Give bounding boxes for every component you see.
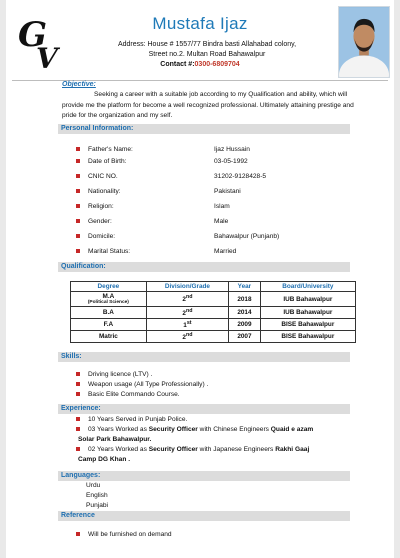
board-cell: BISE Bahawalpur (260, 319, 355, 331)
info-value: Male (214, 218, 229, 225)
bullet-icon (76, 249, 80, 253)
info-row (76, 157, 376, 167)
list-item: Basic Elite Commando Course. (76, 390, 208, 400)
grade-suffix: nd (185, 308, 193, 314)
address-line-2: Street no.2. Multan Road Bahawalpur (148, 51, 266, 58)
bullet-icon (76, 147, 80, 151)
reference-list (76, 530, 172, 540)
experience-heading: Experience: (58, 404, 350, 414)
bullet-icon (76, 427, 80, 431)
bullet-icon (76, 372, 80, 376)
degree-cell: F.A (71, 319, 147, 331)
list-item: Weapon usage (All Type Professionally) . (76, 380, 208, 390)
languages-list (86, 481, 108, 511)
info-label: Date of Birth: (88, 158, 127, 165)
column-header: Board/University (260, 282, 355, 292)
skills-list (76, 370, 208, 400)
bullet-icon (76, 189, 80, 193)
objective-text (62, 90, 354, 122)
grade-suffix: nd (185, 294, 193, 301)
year-cell: 2018 (229, 292, 261, 307)
list-item: Driving licence (LTV) . (76, 370, 208, 380)
table-header-row (71, 282, 356, 292)
list-item: English (86, 492, 108, 499)
degree-note: (Political Science) (87, 300, 129, 305)
profile-photo (338, 6, 390, 78)
info-label: Father's Name: (88, 146, 133, 153)
table-row (71, 331, 356, 343)
info-row (76, 172, 376, 182)
grade-suffix: nd (185, 332, 193, 339)
address-line-1: Address: House # 1557/77 Bindra basti Allahabad colony, (117, 41, 297, 48)
table-row (71, 292, 356, 307)
objective-heading: Objective: (62, 81, 96, 88)
languages-heading: Languages: (58, 471, 350, 481)
info-label: Domicile: (88, 233, 116, 240)
grade-cell: 2 (182, 310, 186, 318)
experience-list (76, 415, 366, 465)
info-label: Gender: (88, 218, 112, 225)
info-label: CNIC NO. (88, 173, 118, 180)
info-label: Nationality: (88, 188, 121, 195)
info-value: 31202-9128428-5 (214, 173, 267, 180)
board-cell: BISE Bahawalpur (260, 331, 355, 343)
bullet-icon (76, 174, 80, 178)
reference-heading: Reference (58, 511, 350, 521)
skills-heading: Skills: (58, 352, 350, 362)
candidate-name: Mustafa Ijaz (152, 14, 248, 33)
info-row (76, 232, 376, 242)
contact-label: Contact #: (160, 61, 195, 68)
bullet-icon (76, 532, 80, 536)
column-header: Degree (71, 282, 147, 292)
bullet-icon (76, 204, 80, 208)
personal-info-heading: Personal Information: (58, 124, 350, 134)
grade-suffix: st (186, 320, 192, 327)
info-row (76, 217, 376, 227)
info-label: Marital Status: (88, 248, 131, 255)
info-row (76, 145, 376, 155)
year-cell: 2009 (229, 319, 261, 331)
bullet-icon (76, 447, 80, 451)
info-value: Islam (214, 203, 230, 210)
info-label: Religion: (88, 203, 114, 210)
resume-page (6, 0, 394, 558)
degree-cell: Matric (71, 331, 147, 343)
degree-cell: M.A (102, 293, 115, 300)
info-value: Married (214, 248, 237, 255)
list-item-continuation: Camp DG Khan . (78, 456, 131, 463)
contact-number: 0300-6809704 (194, 61, 240, 68)
info-value: Bahawalpur (Punjanb) (214, 233, 280, 240)
info-value: 03-05-1992 (214, 158, 248, 165)
list-item: Will be furnished on demand (76, 530, 172, 540)
bullet-icon (76, 234, 80, 238)
info-row (76, 247, 376, 257)
svg-text:V: V (36, 42, 58, 72)
info-row (76, 187, 376, 197)
grade-cell: 1 (183, 322, 187, 330)
list-item: 03 Years Worked as Security Officer with Chinese Engineers Quaid e azam (76, 425, 366, 435)
degree-cell: B.A (71, 307, 147, 319)
list-item: Urdu (86, 482, 101, 489)
grade-cell: 2 (182, 334, 186, 342)
address-block (102, 40, 312, 60)
year-cell: 2007 (229, 331, 261, 343)
info-row (76, 202, 376, 212)
grade-cell: 2 (182, 296, 186, 304)
board-cell: IUB Bahawalpur (260, 292, 355, 307)
column-header: Year (229, 282, 261, 292)
bullet-icon (76, 392, 80, 396)
svg-text:G: G (18, 15, 48, 55)
list-item: 10 Years Served in Punjab Police. (76, 415, 366, 425)
bullet-icon (76, 417, 80, 421)
year-cell: 2014 (229, 307, 261, 319)
bullet-icon (76, 219, 80, 223)
bullet-icon (76, 382, 80, 386)
qualification-table (70, 281, 356, 343)
bullet-icon (76, 159, 80, 163)
list-item: Punjabi (86, 502, 108, 509)
list-item-continuation: Solar Park Bahawalpur. (78, 436, 152, 443)
table-row (71, 307, 356, 319)
qualification-heading: Qualification: (58, 262, 350, 272)
list-item: 02 Years Worked as Security Officer with Japanese Engineers Rakhi Gaaj (76, 445, 366, 455)
board-cell: IUB Bahawalpur (260, 307, 355, 319)
info-value: Ijaz Hussain (214, 146, 250, 153)
info-value: Pakistani (214, 188, 241, 195)
column-header: Division/Grade (146, 282, 228, 292)
contact-line (6, 61, 394, 68)
objective-paragraph: Seeking a career with a suitable job according to my Qualification and ability, which will provide me the platform for become a well recognized professional. Ultimately attaining prestige and pride for the organization and my self. (62, 91, 354, 119)
table-row (71, 319, 356, 331)
